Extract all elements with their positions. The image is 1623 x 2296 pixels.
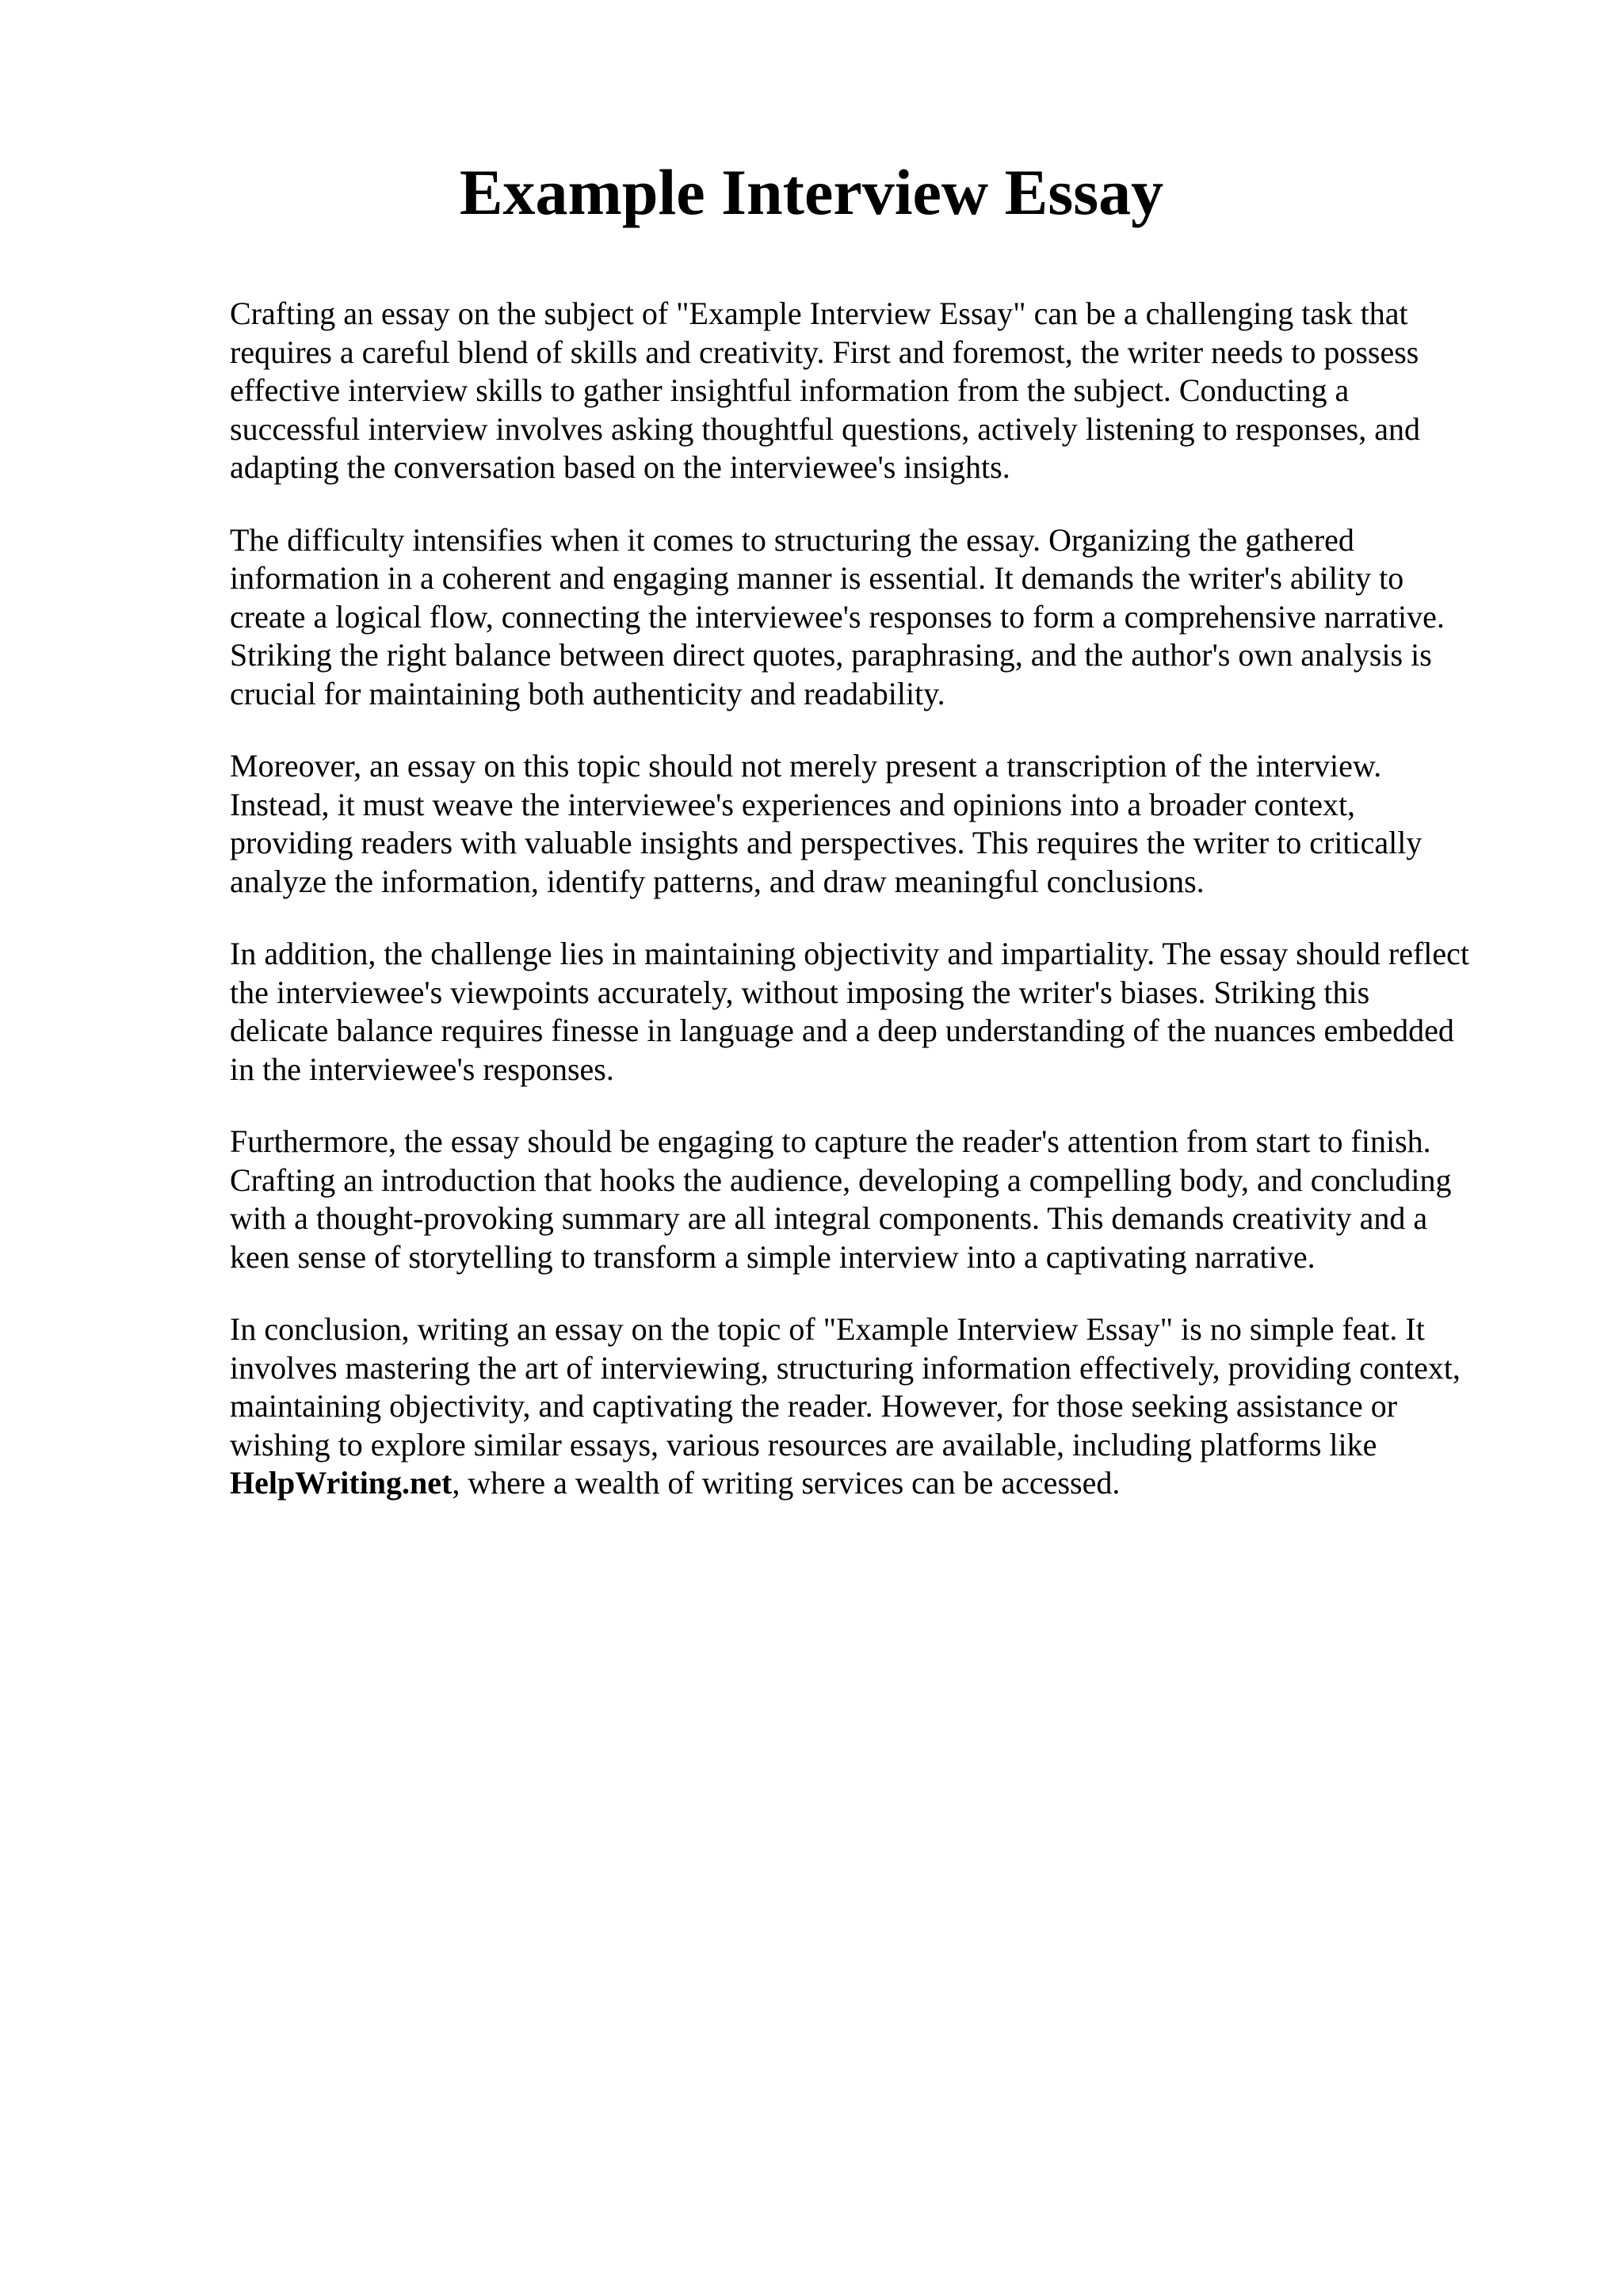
paragraph-line: delicate balance requires finesse in language and a deep understanding of the nuances embedded [230,1013,1454,1048]
paragraph-line: with a thought-provoking summary are all integral components. This demands creativity and a [230,1200,1428,1236]
paragraph-line: Moreover, an essay on this topic should not merely present a transcription of the interview. [230,748,1382,784]
paragraph-line: wishing to explore similar essays, various resources are available, including platforms like [230,1426,1377,1463]
paragraph-line: in the interviewee's responses. [230,1051,614,1087]
final-line-text: , where a wealth of writing services can be accessed. [452,1465,1121,1501]
paragraph-line: The difficulty intensifies when it comes to structuring the essay. Organizing the gathered [230,521,1354,558]
paragraph-line: maintaining objectivity, and captivating the reader. However, for those seeking assistance or [230,1388,1398,1424]
paragraph-line: Furthermore, the essay should be engaging to capture the reader's attention from start to finish. [230,1123,1431,1159]
paragraph-line: involves mastering the art of interviewing, structuring information effectively, providing context, [230,1349,1461,1386]
paragraph-1 [230,295,1537,487]
paragraph-2 [230,521,1537,714]
paragraph-line: analyze the information, identify patterns, and draw meaningful conclusions. [230,863,1205,899]
paragraph-4 [230,935,1537,1089]
paragraph-line: providing readers with valuable insights and perspectives. This requires the writer to critically [230,825,1423,860]
paragraph-line: In conclusion, writing an essay on the topic of "Example Interview Essay" is no simple feat. It [230,1311,1425,1347]
paragraph-line: In addition, the challenge lies in maintaining objectivity and impartiality. The essay should reflect [230,936,1470,971]
document-title: Example Interview Essay [459,156,1164,228]
paragraph-line: information in a coherent and engaging manner is essential. It demands the writer's ability to [230,560,1404,596]
paragraph-final-line [230,1464,1537,1503]
paragraph-line: Crafting an introduction that hooks the audience, developing a compelling body, and concluding [230,1161,1452,1198]
paragraph-line: keen sense of storytelling to transform a simple interview into a captivating narrative. [230,1238,1316,1275]
paragraph-line: the interviewee's viewpoints accurately, without imposing the writer's biases. Striking this [230,974,1370,1010]
paragraph-6 [230,1310,1537,1503]
paragraph-3 [230,747,1537,901]
paragraph-line: successful interview involves asking thoughtful questions, actively listening to responses, and [230,410,1420,447]
brand-name: HelpWriting.net [230,1465,453,1501]
paragraph-line: effective interview skills to gather insightful information from the subject. Conducting a [230,372,1350,408]
paragraph-5 [230,1123,1537,1276]
paragraph-line: crucial for maintaining both authenticity and readability. [230,675,945,711]
paragraph-line: requires a careful blend of skills and creativity. First and foremost, the writer needs to possess [230,334,1419,370]
essay-body [230,295,1537,1537]
paragraph-line: Instead, it must weave the interviewee's experiences and opinions into a broader context, [230,786,1356,822]
paragraph-line: create a logical flow, connecting the interviewee's responses to form a comprehensive narrative. [230,598,1445,635]
paragraph-line: Striking the right balance between direct quotes, paraphrasing, and the author's own analysis is [230,637,1432,673]
paragraph-line: Crafting an essay on the subject of "Example Interview Essay" can be a challenging task that [230,296,1408,331]
paragraph-line: adapting the conversation based on the interviewee's insights. [230,449,1010,485]
